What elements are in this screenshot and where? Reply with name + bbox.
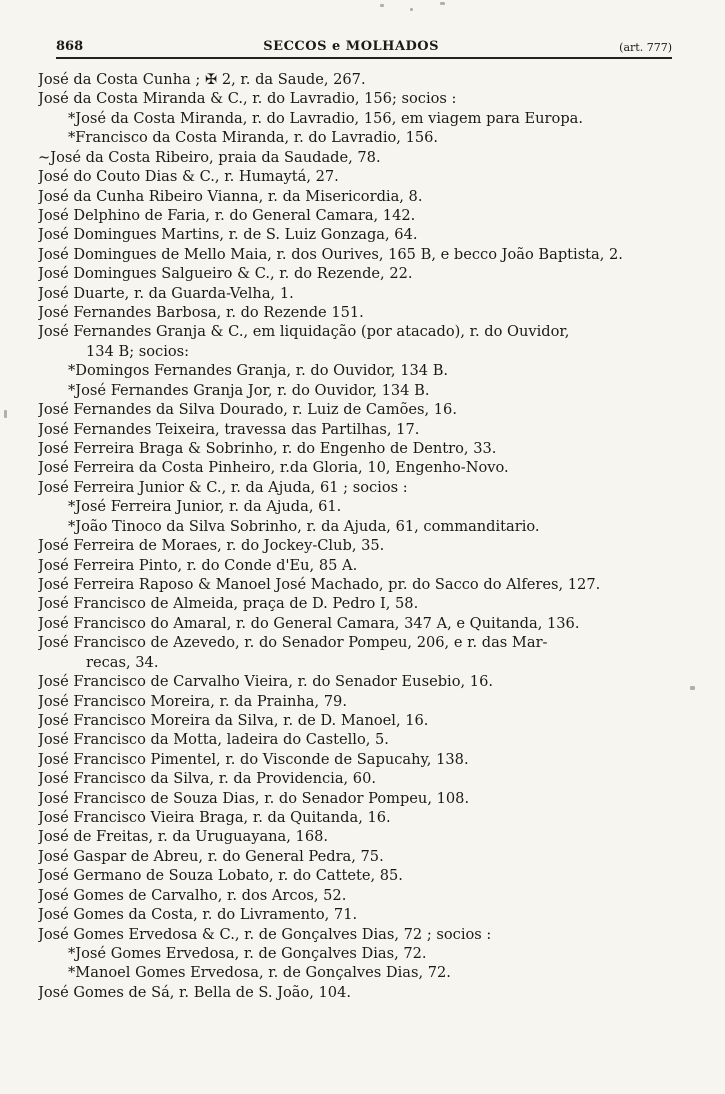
entry-line: José Francisco de Azevedo, r. do Senador Pompeu, 206, e r. das Mar- [38, 634, 548, 652]
entry-line: José da Costa Cunha ; ✠ 2, r. da Saude, 267. [38, 71, 366, 88]
entry-line: José Domingues Martins, r. de S. Luiz Gonzaga, 64. [38, 226, 418, 244]
entry-line: José da Costa Miranda & C., r. do Lavradio, 156; socios : [38, 90, 457, 108]
entry-line: José Francisco Vieira Braga, r. da Quitanda, 16. [38, 809, 391, 827]
partner-line: *Francisco da Costa Miranda, r. do Lavradio, 156. [68, 129, 439, 147]
entry-line: José Gaspar de Abreu, r. do General Pedra, 75. [38, 847, 384, 865]
entry-line: José Duarte, r. da Guarda-Velha, 1. [38, 284, 294, 302]
continuation-line: recas, 34. [86, 653, 159, 671]
entry-line: José Fernandes Teixeira, travessa das Partilhas, 17. [38, 420, 420, 438]
entry-line: José Ferreira Pinto, r. do Conde d'Eu, 85 A. [38, 556, 358, 574]
entry-line: José Gomes de Carvalho, r. dos Arcos, 52. [38, 886, 347, 904]
partner-line: *José Fernandes Granja Jor, r. do Ouvidor, 134 B. [68, 381, 430, 399]
entry-line: José Germano de Souza Lobato, r. do Cattete, 85. [38, 867, 403, 885]
entry-line: José Fernandes da Silva Dourado, r. Luiz de Camões, 16. [38, 401, 457, 419]
page-number: 868 [56, 39, 84, 54]
entry-line: José Francisco do Amaral, r. do General Camara, 347 A, e Quitanda, 136. [38, 614, 580, 632]
page-title: SECCOS e MOLHADOS [263, 39, 440, 54]
entry-line: José Fernandes Granja & C., em liquidação (por atacado), r. do Ouvidor, [38, 323, 570, 341]
partner-line: *Domingos Fernandes Granja, r. do Ouvidor, 134 B. [68, 362, 449, 380]
entry-line: José Delphino de Faria, r. do General Camara, 142. [38, 206, 416, 224]
entry-line: José do Couto Dias & C., r. Humaytá, 27. [38, 168, 339, 186]
entry-line: José Ferreira da Costa Pinheiro, r.da Gloria, 10, Engenho-Novo. [38, 459, 509, 477]
partner-line: *João Tinoco da Silva Sobrinho, r. da Ajuda, 61, commanditario. [68, 517, 540, 535]
entry-line: José Francisco de Almeida, praça de D. Pedro I, 58. [38, 595, 419, 613]
entry-line: José Domingues Salgueiro & C., r. do Rezende, 22. [38, 265, 413, 283]
continuation-line: 134 B; socios: [86, 342, 190, 360]
header-rule [56, 57, 672, 59]
entry-line: José Francisco da Motta, ladeira do Castello, 5. [38, 731, 389, 749]
entry-line: José Domingues de Mello Maia, r. dos Ourives, 165 B, e becco João Baptista, 2. [38, 245, 623, 263]
entry-line: José Francisco Pimentel, r. do Visconde de Sapucahy, 138. [38, 750, 469, 768]
entry-line: José Francisco da Silva, r. da Providencia, 60. [38, 770, 376, 788]
entry-line: José Francisco de Carvalho Vieira, r. do Senador Eusebio, 16. [38, 673, 493, 691]
entry-line: José Francisco Moreira, r. da Prainha, 79. [38, 692, 347, 710]
entry-line: José Francisco Moreira da Silva, r. de D. Manoel, 16. [38, 711, 429, 729]
entry-line: José Fernandes Barbosa, r. do Rezende 151. [38, 304, 364, 322]
partner-line: *Manoel Gomes Ervedosa, r. de Gonçalves Dias, 72. [68, 964, 451, 982]
partner-line: *José da Costa Miranda, r. do Lavradio, 156, em viagem para Europa. [68, 109, 584, 127]
entry-line: ~José da Costa Ribeiro, praia da Saudade, 78. [38, 148, 381, 166]
scan-speck [380, 4, 384, 7]
article-reference: (art. 777) [619, 41, 672, 54]
scan-speck [4, 410, 7, 418]
partner-line: *José Ferreira Junior, r. da Ajuda, 61. [68, 498, 342, 516]
entry-line: José Ferreira de Moraes, r. do Jockey-Club, 35. [38, 537, 385, 555]
page-header [56, 32, 672, 54]
entry-line: José de Freitas, r. da Uruguayana, 168. [38, 828, 329, 846]
scan-speck [690, 686, 695, 690]
entry-line: José Gomes de Sá, r. Bella de S. João, 104. [38, 983, 351, 1001]
entry-line: José Gomes Ervedosa & C., r. de Gonçalves Dias, 72 ; socios : [38, 925, 492, 943]
scan-speck [440, 2, 445, 5]
entry-list [38, 70, 688, 1002]
entry-line: José Ferreira Raposo & Manoel José Machado, pr. do Sacco do Alferes, 127. [38, 575, 601, 593]
partner-line: *José Gomes Ervedosa, r. de Gonçalves Dias, 72. [68, 944, 427, 962]
scan-speck [410, 8, 413, 11]
entry-line: José Gomes da Costa, r. do Livramento, 71. [38, 906, 358, 924]
entry-line: José Ferreira Braga & Sobrinho, r. do Engenho de Dentro, 33. [38, 440, 497, 458]
entry-line: José da Cunha Ribeiro Vianna, r. da Misericordia, 8. [38, 187, 423, 205]
entry-line: José Ferreira Junior & C., r. da Ajuda, 61 ; socios : [38, 478, 408, 496]
entry-line: José Francisco de Souza Dias, r. do Senador Pompeu, 108. [38, 789, 470, 807]
